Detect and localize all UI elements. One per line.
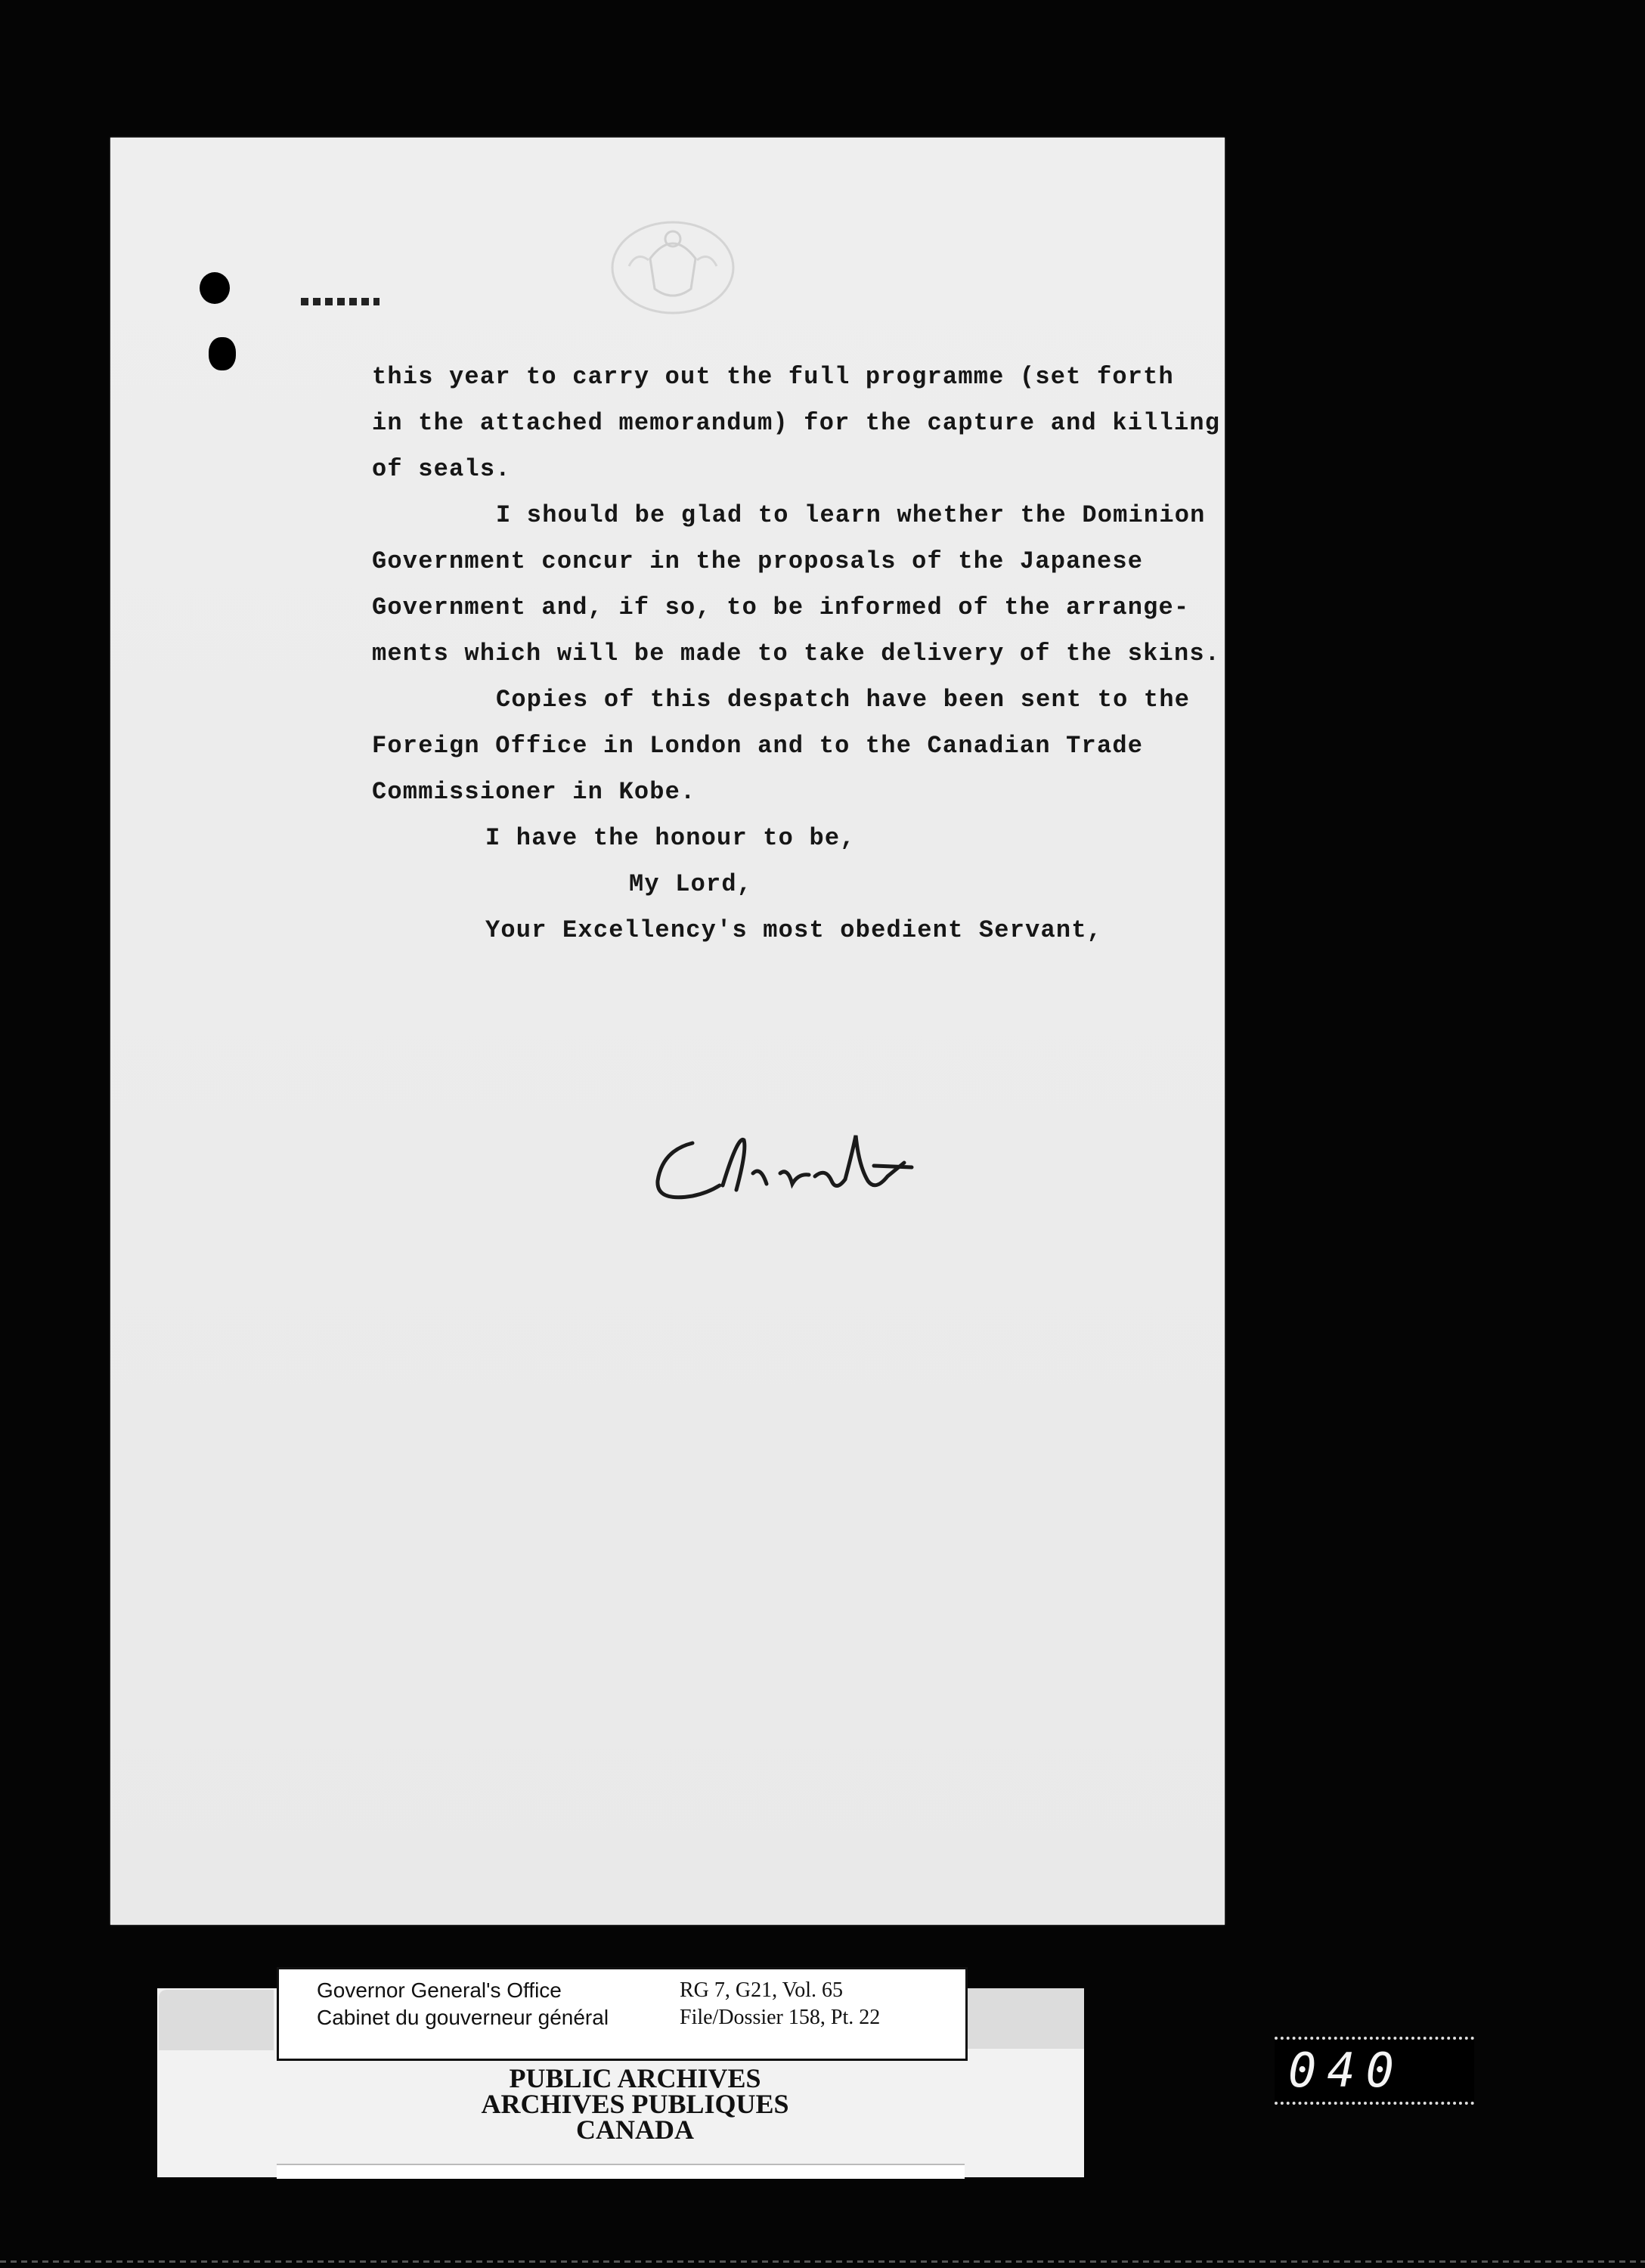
- archive-reference-box: [277, 1967, 968, 2061]
- letter-line: ments which will be made to take delivery of the skins.: [372, 640, 1221, 668]
- closing-line: Your Excellency's most obedient Servant,: [485, 916, 1103, 944]
- royal-crest-watermark-icon: [606, 213, 739, 319]
- frame-number: 040: [1275, 2037, 1474, 2105]
- letter-body: [372, 354, 1264, 953]
- office-english: Governor General's Office: [317, 1978, 562, 2002]
- file-reference: File/Dossier 158, Pt. 22: [680, 2006, 881, 2029]
- letter-line: Copies of this despatch have been sent to the: [496, 686, 1191, 714]
- document-page: [110, 138, 1225, 1925]
- punch-hole-icon: [200, 272, 230, 304]
- record-group-reference: RG 7, G21, Vol. 65: [680, 1978, 844, 2002]
- archives-line-fr: ARCHIVES PUBLIQUES: [481, 2089, 789, 2119]
- letter-line: Foreign Office in London and to the Canadian Trade: [372, 732, 1144, 760]
- label-tab-right: [965, 1988, 1084, 2049]
- archives-line-en: PUBLIC ARCHIVES: [509, 2063, 761, 2093]
- letter-line: Commissioner in Kobe.: [372, 778, 696, 806]
- letter-line: I should be glad to learn whether the Dominion: [496, 501, 1206, 529]
- archives-line-country: CANADA: [576, 2115, 694, 2145]
- letter-line: Government and, if so, to be informed of the arrange-: [372, 593, 1190, 621]
- handwritten-signature: [647, 1120, 1055, 1211]
- punch-hole-icon: [209, 337, 236, 370]
- letter-line: in the attached memorandum) for the capture and killing: [372, 409, 1221, 437]
- label-bottom-strip: [277, 2164, 965, 2179]
- closing-line: I have the honour to be,: [485, 824, 856, 852]
- letter-line: of seals.: [372, 455, 511, 483]
- closing-line: My Lord,: [629, 870, 753, 898]
- letter-line: Government concur in the proposals of the Japanese: [372, 547, 1144, 575]
- film-edge: [0, 2260, 1645, 2263]
- office-french: Cabinet du gouverneur général: [317, 2006, 609, 2029]
- label-tab-left: [159, 1990, 274, 2050]
- ink-smudge: [301, 298, 379, 305]
- letter-line: this year to carry out the full programme (set forth: [372, 363, 1174, 391]
- archives-stamp: [423, 2065, 847, 2143]
